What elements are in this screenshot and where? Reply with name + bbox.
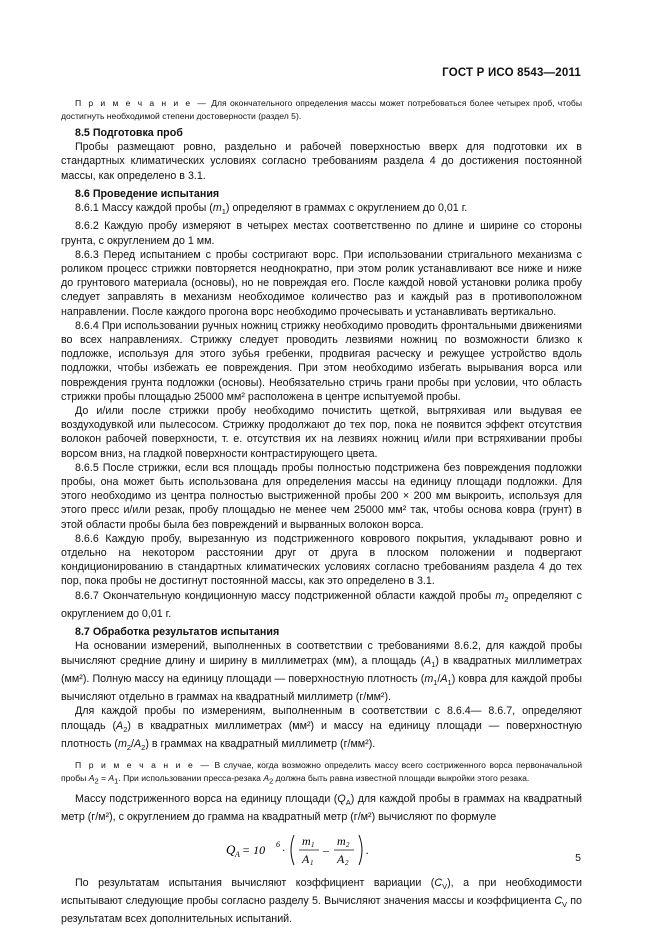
- symbol: A: [88, 772, 95, 783]
- formula-eq: = 10: [241, 842, 265, 857]
- frac2-num: m: [336, 833, 346, 848]
- page-number: 5: [575, 852, 581, 864]
- standard-header: ГОСТ Р ИСО 8543—2011: [442, 67, 581, 79]
- text: /: [437, 672, 441, 685]
- subscript: 2: [269, 776, 274, 786]
- text: 8.6.7 Окончательную кондиционную массу подстриженной области каждой пробы: [75, 589, 496, 602]
- text: =: [98, 772, 109, 783]
- paragraph-8-7-2: [61, 704, 582, 755]
- subscript: A: [345, 798, 351, 808]
- text: по результатам всех дополнительных испытаний.: [61, 894, 582, 926]
- symbol: m: [212, 202, 222, 215]
- paragraph-8-7-4: [61, 876, 582, 927]
- note-paragraph: [61, 97, 582, 122]
- frac1-num-sub: 1: [310, 840, 314, 849]
- subscript: 1: [447, 678, 452, 688]
- text: . При использовании пресса-резака: [118, 772, 264, 783]
- paragraph-8-6-3: 8.6.3 Перед испытанием с пробы состригают ворс. При использовании стригального механизма с роликом процесс стрижки повторяется неоднократно, при этом ролик устанавливают все ниже и ниже до грунтового материала (основы), но не повреждая его. После каждой новой установки ролика пробу следует заправлять в механизм необходимое количество раз и каждый раз в противоположном направлении. После каждого прогона ворс необходимо прочесывать и устанавливать вертикально.: [61, 248, 582, 318]
- text: должна быть равна известной площади выкройки этого резака.: [273, 772, 530, 783]
- formula-dot: ·: [281, 842, 285, 857]
- symbol: A: [116, 719, 124, 732]
- symbol: C: [434, 876, 443, 889]
- frac2-den-sub: 2: [344, 858, 348, 867]
- subscript: 2: [141, 743, 146, 753]
- symbol: m: [495, 589, 505, 602]
- symbol: A: [134, 738, 142, 751]
- left-paren: [291, 835, 294, 865]
- text: Массу подстриженного ворса на единицу площади (: [75, 793, 338, 806]
- subscript: 2: [126, 743, 132, 753]
- frac1-den: A: [301, 851, 309, 866]
- note-label: П р и м е ч а н и е —: [75, 760, 211, 771]
- symbol: A: [424, 654, 432, 667]
- paragraph-8-7-1: [61, 639, 582, 704]
- symbol: m: [117, 738, 127, 751]
- text: ) в квадратных миллиметрах (мм²). Полную массу на единицу площади — поверхностную плотность (: [61, 654, 582, 685]
- subscript: V: [442, 881, 448, 891]
- paragraph-8-6-2: 8.6.2 Каждую пробу измеряют в четырех местах соответственно по длине и ширине со стороны грунта, с округлением до 1 мм.: [61, 220, 582, 247]
- paragraph-8-6-6: 8.6.6 Каждую пробу, вырезанную из подстриженного коврового покрытия, укладывают ровно и отдельно на некотором расстоянии друг от друга в плоском положении и подвергают кондиционированию в стандартных климатических условиях согласно требованиям раздела 4 до тех пор, пока пробы не достигнут постоянной массы, как это определено в 3.1.: [61, 532, 582, 588]
- text: ) для каждой пробы в граммах на квадратный метр (г/м²), с округлением до грамма на квадратный метр (г/м²) вычисляют по формуле: [61, 793, 582, 824]
- paragraph-8-6-4-b: До и/или после стрижки пробу необходимо почистить щеткой, вытряхивая или выдувая ее воздуходувкой или пылесосом. Стрижку продолжают до тех пор, пока не появится эффект отсутствия волокон рабочей поверхности, т. е. отсутствия их на лезвиях ножниц и/или при встряхивании пробы ворсом вниз, на гладкой поверхности контрастирующего цвета.: [61, 405, 582, 460]
- formula-lhs: Q: [225, 841, 235, 857]
- formula-qa: [61, 832, 582, 868]
- text: ) в квадратных миллиметрах (мм²) и массу на единицу площади — поверхностную плотность (: [61, 719, 582, 751]
- text: ) в граммах на квадратный миллиметр (г/мм²).: [145, 738, 376, 751]
- section-heading-8-7: 8.7 Обработка результатов испытания: [75, 626, 280, 639]
- subscript: 2: [94, 776, 99, 786]
- formula-lhs-sub: A: [234, 849, 240, 859]
- frac1-den-sub: 1: [309, 858, 313, 867]
- subscript: 1: [431, 659, 436, 669]
- frac1-num: m: [301, 833, 311, 848]
- text: ) ковра для каждой пробы вычисляют отдельно в граммах на квадратный миллиметр (г/мм²).: [61, 672, 582, 704]
- formula-minus: –: [322, 842, 329, 857]
- paragraph-8-6-4: 8.6.4 При использовании ручных ножниц стрижку необходимо проводить фронтальными движениями во всех направлениях. Стрижку следует проводить лезвиями ножниц по возможности близко к подложке, используя для этого зубья гребенки, продвигая расческу и режущее устройство вдоль подложки, чтобы избежать ее повреждения. При этом необходимо избегать вырывания ворса или повреждения грунта подложки (основы). Необязательно стричь грани пробы при условии, что область стрижки пробы площадью 25000 мм² расположена в центре испытуемой пробы.: [61, 319, 582, 403]
- note-text: Для окончательного определения массы может потребоваться более четырех проб, чтобы достигнуть необходимой степени достоверности (раздел 5).: [61, 98, 582, 121]
- note-paragraph-2: [61, 759, 582, 788]
- text: 8.6.1 Массу каждой пробы (: [75, 202, 213, 215]
- symbol: A: [108, 772, 115, 783]
- subscript: 2: [123, 724, 128, 734]
- text: /: [131, 738, 134, 751]
- text: ) определяют в граммах с округлением до 0,01 г.: [225, 202, 468, 215]
- subscript: V: [562, 900, 568, 910]
- frac2-den: A: [336, 851, 344, 866]
- paragraph-8-6-1: [61, 201, 582, 219]
- text: В случае, когда возможно определить массу всего состриженного ворса первоначальной пробы: [61, 760, 582, 783]
- symbol: A: [263, 772, 270, 783]
- symbol: Q: [337, 793, 346, 806]
- symbol: C: [554, 894, 563, 907]
- subscript: 1: [221, 207, 226, 217]
- document-body: [61, 97, 582, 927]
- section-heading-8-5: 8.5 Подготовка проб: [75, 127, 183, 139]
- text: ), а при необходимости испытывают следующие пробы согласно разделу 5. Вычисляют значения массы и коэффициента: [61, 876, 582, 907]
- symbol: A: [440, 672, 448, 685]
- paragraph-8-7-3: [61, 792, 582, 825]
- subscript: 1: [114, 776, 119, 786]
- symbol: m: [424, 672, 434, 685]
- formula-svg: [222, 832, 422, 868]
- formula-exp: 6: [275, 839, 280, 849]
- paragraph-8-6-7: [61, 589, 582, 622]
- frac2-num-sub: 2: [345, 840, 349, 849]
- section-heading-8-6: 8.6 Проведение испытания: [75, 187, 220, 200]
- right-paren: [359, 835, 362, 865]
- subscript: 1: [433, 678, 438, 688]
- formula-period: .: [365, 842, 369, 857]
- text: Для каждой пробы по измерениям, выполненным в соответствии с 8.6.4— 8.6.7, определяют площадь (: [61, 705, 582, 732]
- note-label: П р и м е ч а н и е —: [75, 98, 208, 108]
- text: На основании измерений, выполненных в соответствии с требованиями 8.6.2, для каждой пробы вычисляют средние длину и ширину в миллиметрах (мм), а площадь (: [61, 640, 582, 667]
- text: По результатам испытания вычисляют коэффициент вариации (: [75, 876, 435, 889]
- text: определяют с округлением до 0,01 г.: [61, 589, 582, 620]
- paragraph-8-5: Пробы размещают ровно, раздельно и рабочей поверхностью вверх для подготовки их в стандартных климатических условиях согласно требованиям раздела 4 до достижения постоянной массы, как определено в 3.1.: [61, 141, 582, 182]
- paragraph-8-6-5: 8.6.5 После стрижки, если вся площадь пробы полностью подстрижена без повреждения подложки пробы, она может быть использована для определения массы на единицу площади подложки. Для этого необходимо из центра полностью выстриженной пробы 200 × 200 мм выкроить, используя для этого пресс и/или резак, пробу площадью не менее чем 25000 мм² так, чтобы основа ковра (грунт) в этой области пробы была без повреждений и вырванных волокон ворса.: [61, 461, 582, 531]
- subscript: 2: [504, 594, 509, 604]
